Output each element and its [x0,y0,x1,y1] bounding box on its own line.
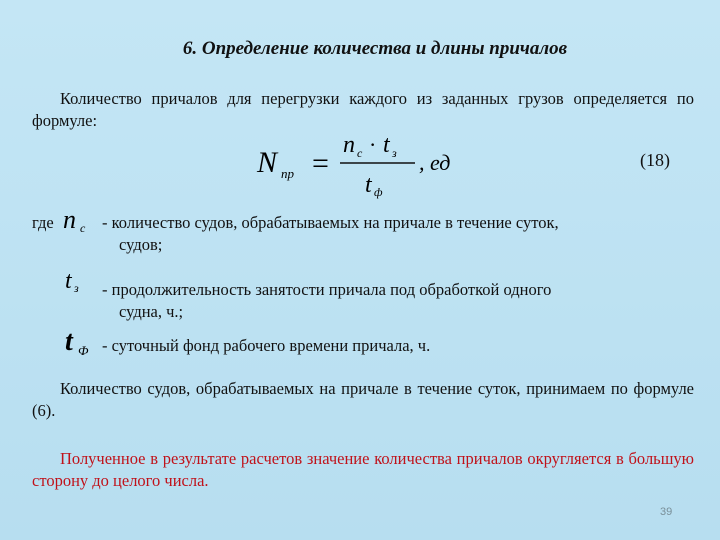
definition-t-z-line1: - продолжительность занятости причала под обработкой одного [102,280,552,299]
formula-num-t: t [383,132,390,158]
formula-lhs: N [257,146,278,179]
intro-paragraph [32,88,694,132]
equation-number: (18) [640,150,670,170]
formula-den-t-sub: ф [374,185,383,199]
symbol-t-sub: з [74,281,79,295]
symbol-tf-sub: Ф [78,343,89,358]
section-title: 6. Определение количества и длины причалов [182,38,568,59]
symbol-t-z [63,266,103,306]
symbol-t-main: t [65,268,72,294]
definition-t-f: - суточный фонд рабочего времени причала, ч. [102,336,431,355]
formula-unit: , ед [419,150,451,175]
formula-18 [255,130,485,200]
page-number: 39 [660,506,673,518]
formula-den-t: t [365,172,372,198]
formula-num-dot: · [369,132,377,157]
symbol-tf-main: t [65,326,73,357]
formula-num-n: n [343,132,355,158]
formula-lhs-sub: пр [281,166,294,181]
paragraph-rounding-note [32,448,694,492]
symbol-n-c [63,200,103,240]
definition-t-z [102,279,694,323]
definition-n-c-line2: судов; [119,235,163,254]
formula-num-t-sub: з [392,146,397,160]
symbol-n-sub: с [80,221,86,235]
definition-n-c [102,212,694,256]
formula-num-n-sub: с [357,146,363,160]
paragraph-vessel-count [32,378,694,422]
intro-text: Количество причалов для перегрузки каждого из заданных грузов определяется по формуле: [32,89,694,130]
definitions-lead: где [32,213,54,232]
formula-equals: = [312,147,329,180]
paragraph-rounding-note-text: Полученное в результате расчетов значение количества причалов округляется в большую сторону до целого числа. [32,449,694,490]
symbol-n-main: n [63,205,76,234]
formula-svg [255,130,485,200]
definition-n-c-line1: - количество судов, обрабатываемых на причале в течение суток, [102,213,559,232]
definition-t-z-line2: судна, ч.; [119,302,184,321]
paragraph-vessel-count-text: Количество судов, обрабатываемых на причале в течение суток, принимаем по формуле (6). [32,379,694,420]
symbol-t-f [63,324,103,366]
